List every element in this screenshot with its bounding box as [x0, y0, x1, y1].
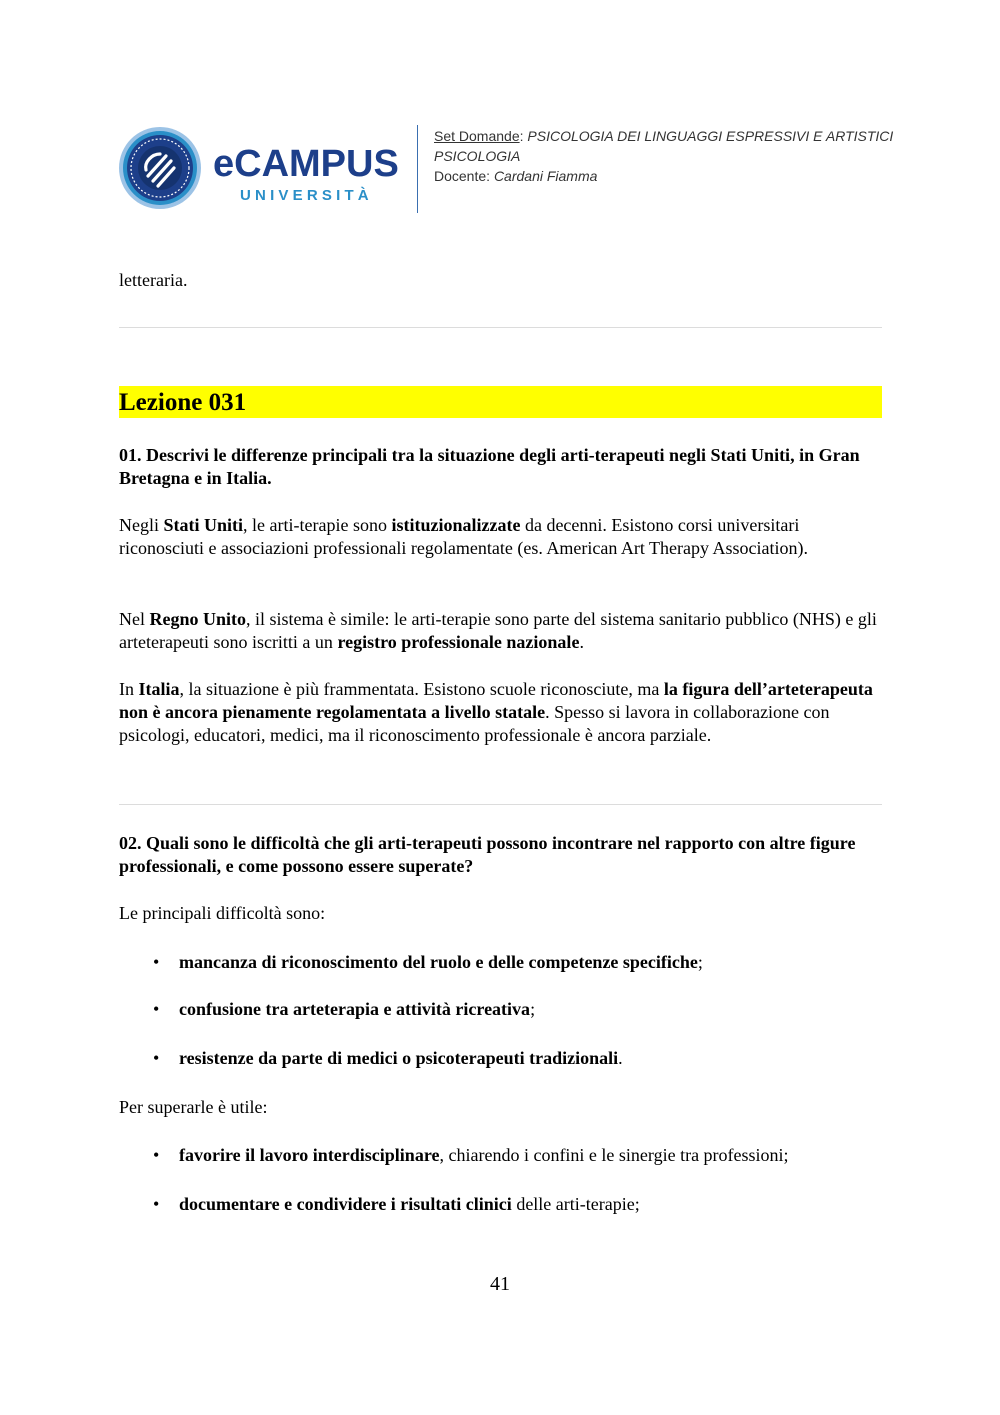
bullet-icon: •	[153, 952, 160, 972]
text: Negli	[119, 515, 164, 535]
bold-text: confusione tra arteterapia e attività ricreativa	[179, 999, 531, 1019]
bullet-icon: •	[153, 1048, 160, 1068]
text: Nel	[119, 609, 150, 629]
question-2-title: 02. Quali sono le difficoltà che gli arti-terapeuti possono incontrare nel rapporto con altre figure professionali, e come possono essere superate?	[119, 833, 856, 876]
list-item	[119, 1047, 884, 1070]
text: In	[119, 679, 139, 699]
question-1-title: 01. Descrivi le differenze principali tra la situazione degli arti-terapeuti negli Stati Uniti, in Gran Bretagna e in Italia.	[119, 445, 860, 488]
solutions-list	[119, 1193, 884, 1216]
list-item	[119, 998, 884, 1021]
brand-name: eCAMPUS	[213, 143, 399, 185]
bold-text: istituzionalizzate	[391, 515, 521, 535]
set-label: Set Domande	[434, 128, 520, 144]
ecampus-wordmark	[213, 144, 413, 214]
bold-text: registro professionale nazionale	[337, 632, 580, 652]
text: .	[579, 632, 584, 652]
text: delle arti-terapie;	[511, 1194, 640, 1214]
bold-text: Stati Uniti	[163, 515, 244, 535]
list-item	[119, 1193, 884, 1216]
teacher-line	[434, 166, 894, 186]
text: . Spesso si lavora in collaborazione con psicologi, educatori, medici, ma il riconoscimento professionale è ancora parziale.	[119, 702, 830, 745]
q1-paragraph-3	[119, 678, 884, 747]
department: PSICOLOGIA	[434, 148, 521, 164]
set-line: Set Domande: PSICOLOGIA DEI LINGUAGGI ESPRESSIVI E ARTISTICI	[434, 128, 894, 144]
text: ;	[530, 999, 536, 1019]
q2-intro-2: Per superarle è utile:	[119, 1097, 268, 1117]
header-meta	[434, 126, 894, 186]
bold-text: resistenze da parte di medici o psicoterapeuti tradizionali	[179, 1048, 619, 1068]
q1-paragraph-1	[119, 514, 884, 560]
list-item	[119, 951, 884, 974]
solutions-list	[119, 1144, 884, 1167]
page-header	[118, 122, 894, 217]
bullet-icon: •	[153, 1145, 160, 1165]
text: da decenni. Esistono corsi universitari riconosciuti e associazioni professionali regolamentate (es. American Art Therapy Association).	[119, 515, 808, 558]
text: , chiarendo i confini e le sinergie tra professioni;	[439, 1145, 789, 1165]
previous-text: letteraria.	[119, 270, 188, 290]
text: , la situazione è più frammentata. Esistono scuole riconosciute, ma	[179, 679, 664, 699]
text: , il sistema è simile: le arti-terapie sono parte del sistema sanitario pubblico (NHS) e gli arteterapeuti sono iscritti a un	[119, 609, 877, 652]
bullet-icon: •	[153, 1194, 160, 1214]
text: , le arti-terapie sono	[243, 515, 392, 535]
bullet-icon: •	[153, 999, 160, 1019]
difficulties-list	[119, 951, 884, 974]
list-item	[119, 1144, 884, 1167]
separator-2	[119, 804, 882, 805]
bold-text: documentare e condividere i risultati clinici	[179, 1194, 512, 1214]
lesson-title: Lezione 031	[119, 386, 882, 418]
set-value: PSICOLOGIA DEI LINGUAGGI ESPRESSIVI E ARTISTICI	[527, 128, 894, 144]
difficulties-list	[119, 1047, 884, 1070]
text: ;	[697, 952, 703, 972]
bold-text: mancanza di riconoscimento del ruolo e delle competenze specifiche	[179, 952, 698, 972]
header-divider	[417, 125, 418, 213]
ecampus-seal-logo	[118, 126, 202, 210]
brand-subtitle: UNIVERSITÀ	[240, 187, 373, 204]
teacher-label: Docente:	[434, 168, 491, 184]
difficulties-list	[119, 998, 884, 1021]
page-number: 41	[490, 1273, 510, 1295]
bold-text: la figura dell’arteterapeuta non è ancora pienamente regolamentata a livello statale	[119, 679, 873, 722]
text: .	[618, 1048, 623, 1068]
bold-text: Italia	[138, 679, 180, 699]
q1-paragraph-2	[119, 608, 884, 654]
bold-text: favorire il lavoro interdisciplinare	[179, 1145, 440, 1165]
bold-text: Regno Unito	[149, 609, 247, 629]
q2-intro-1: Le principali difficoltà sono:	[119, 903, 326, 923]
teacher-name: Cardani Fiamma	[493, 168, 598, 184]
separator-1	[119, 327, 882, 328]
